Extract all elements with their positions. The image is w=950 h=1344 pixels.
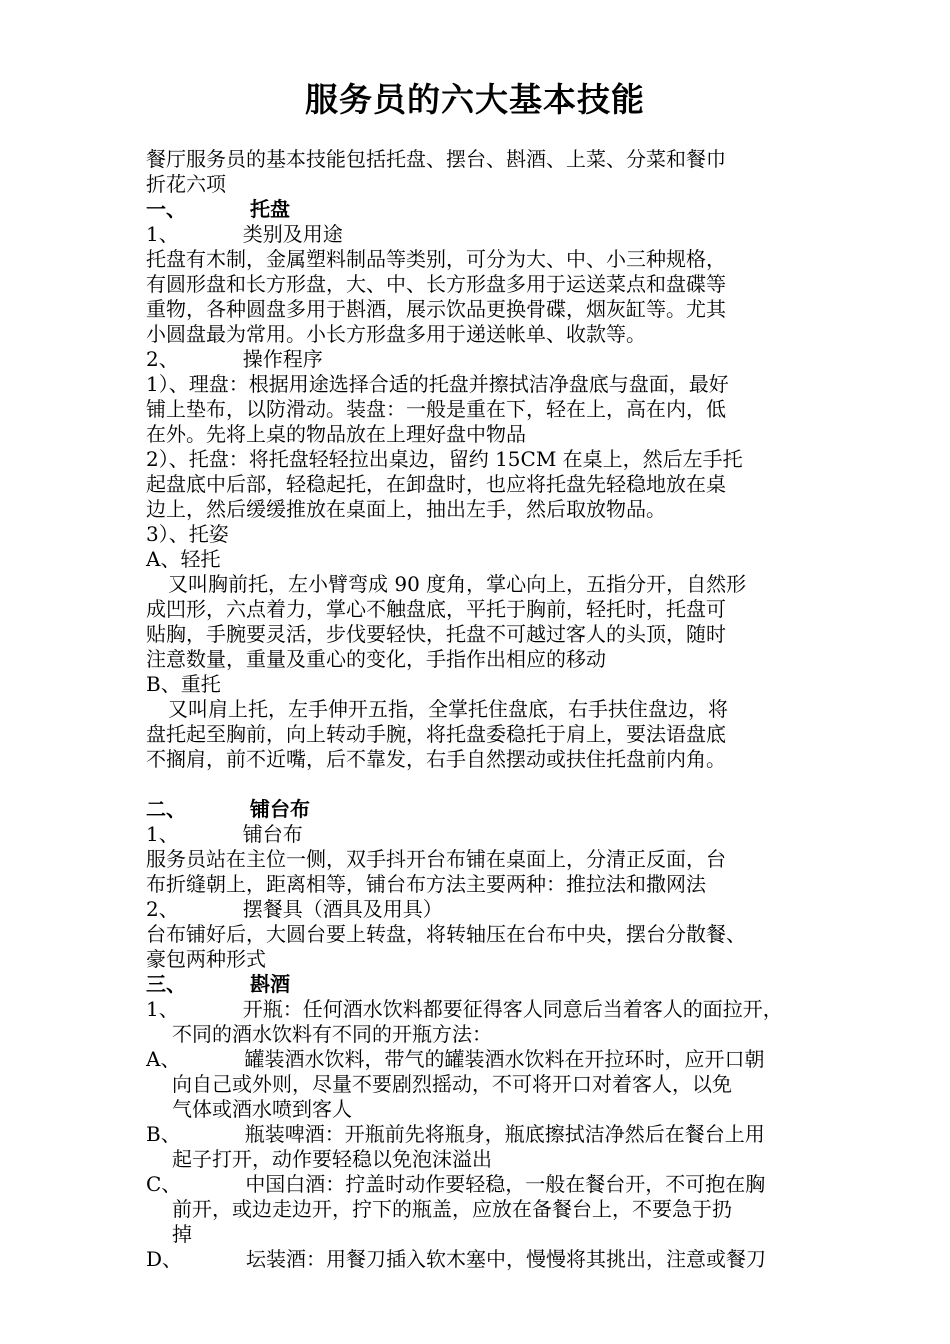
subsection-heading: 1、 类别及用途 [146, 222, 343, 246]
section-heading: 一、 托盘 [146, 197, 290, 221]
subsection-heading: 2、 操作程序 [146, 347, 323, 371]
list-item-continuation: 前开，或边走边开，拧下的瓶盖，应放在备餐台上，不要急于扔 [172, 1197, 732, 1221]
paragraph-line: 重物，各种圆盘多用于斟酒，展示饮品更换骨碟，烟灰缸等。尤其 [146, 297, 726, 321]
paragraph-line: 又叫胸前托，左小臂弯成 90 度角，掌心向上，五指分开，自然形 [168, 572, 747, 596]
paragraph-line: 成凹形，六点着力，掌心不触盘底，平托于胸前，轻托时，托盘可 [146, 597, 726, 621]
blank-line [146, 772, 826, 797]
section-heading: 三、 斟酒 [146, 972, 290, 996]
paragraph-line: 布折缝朝上，距离相等，铺台布方法主要两种：推拉法和撒网法 [146, 872, 706, 896]
list-item-continuation: 气体或酒水喷到客人 [172, 1097, 352, 1121]
paragraph-line: 有圆形盘和长方形盘，大、中、长方形盘多用于运送菜点和盘碟等 [146, 272, 726, 296]
paragraph-line: 在外。先将上桌的物品放在上理好盘中物品 [146, 422, 526, 446]
paragraph-line: 铺上垫布，以防滑动。装盘：一般是重在下，轻在上，高在内，低 [146, 397, 726, 421]
paragraph-line: 豪包两种形式 [146, 947, 266, 971]
item-label: A、轻托 [146, 547, 221, 571]
paragraph-line: 1）、理盘：根据用途选择合适的托盘并擦拭洁净盘底与盘面，最好 [146, 372, 729, 396]
list-item-continuation: 不同的酒水饮料有不同的开瓶方法： [172, 1022, 492, 1046]
paragraph-line: 小圆盘最为常用。小长方形盘多用于递送帐单、收款等。 [146, 322, 646, 346]
list-item-continuation: 掉 [172, 1222, 192, 1246]
subsection-heading: 1、 铺台布 [146, 822, 303, 846]
paragraph-line: 又叫肩上托，左手伸开五指，全掌托住盘底，右手扶住盘边，将 [168, 697, 728, 721]
paragraph-line: 3）、托姿 [146, 522, 229, 546]
intro-line: 餐厅服务员的基本技能包括托盘、摆台、斟酒、上菜、分菜和餐巾 [146, 147, 726, 171]
list-item: A、 罐装酒水饮料，带气的罐装酒水饮料在开拉环时，应开口朝 [146, 1047, 765, 1071]
section-heading: 二、 铺台布 [146, 797, 310, 821]
intro-line: 折花六项 [146, 172, 226, 196]
paragraph-line: 2）、托盘：将托盘轻轻拉出桌边，留约 15CM 在桌上，然后左手托 [146, 447, 743, 471]
document-body [146, 147, 826, 1272]
list-item-continuation: 起子打开，动作要轻稳以免泡沫溢出 [172, 1147, 492, 1171]
list-item: D、 坛装酒：用餐刀插入软木塞中，慢慢将其挑出，注意或餐刀 [146, 1247, 767, 1271]
list-item: C、 中国白酒：拧盖时动作要轻稳，一般在餐台开，不可抱在胸 [146, 1172, 766, 1196]
paragraph-line: 盘托起至胸前，向上转动手腕，将托盘委稳托于肩上，要法语盘底 [146, 722, 726, 746]
item-label: B、重托 [146, 672, 221, 696]
paragraph-line: 托盘有木制，金属塑料制品等类别，可分为大、中、小三种规格， [146, 247, 726, 271]
subsection-heading: 2、 摆餐具（酒具及用具） [146, 897, 443, 921]
list-item: B、 瓶装啤酒：开瓶前先将瓶身，瓶底擦拭洁净然后在餐台上用 [146, 1122, 765, 1146]
paragraph-line: 服务员站在主位一侧，双手抖开台布铺在桌面上，分清正反面，台 [146, 847, 726, 871]
paragraph-line: 边上，然后缓缓推放在桌面上，抽出左手，然后取放物品。 [146, 497, 666, 521]
paragraph-line: 不搁肩，前不近嘴，后不靠发，右手自然摆动或扶住托盘前内角。 [146, 747, 726, 771]
list-item-continuation: 向自己或外则，尽量不要剧烈摇动，不可将开口对着客人，以免 [172, 1072, 732, 1096]
paragraph-line: 注意数量，重量及重心的变化，手指作出相应的移动 [146, 647, 606, 671]
paragraph-line: 贴胸，手腕要灵活，步伐要轻快，托盘不可越过客人的头顶，随时 [146, 622, 726, 646]
paragraph-line: 起盘底中后部，轻稳起托，在卸盘时，也应将托盘先轻稳地放在桌 [146, 472, 726, 496]
document-title: 服务员的六大基本技能 [305, 80, 645, 119]
paragraph-line: 台布铺好后，大圆台要上转盘，将转轴压在台布中央，摆台分散餐、 [146, 922, 746, 946]
list-item: 1、 开瓶：任何酒水饮料都要征得客人同意后当着客人的面拉开， [146, 997, 783, 1021]
